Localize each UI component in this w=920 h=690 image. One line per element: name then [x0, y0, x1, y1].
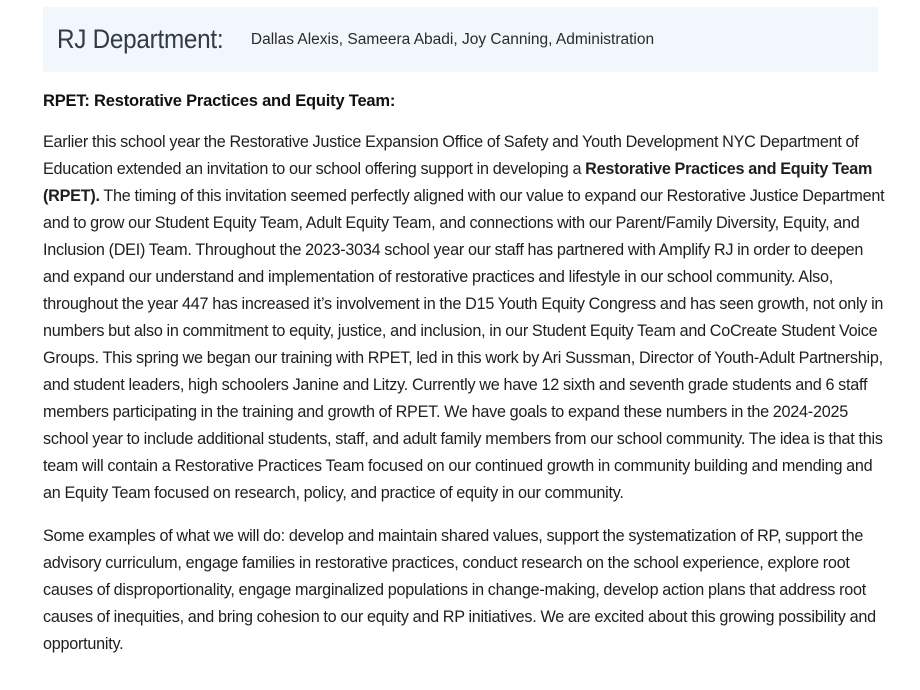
rpet-examples-paragraph: Some examples of what we will do: develop and maintain shared values, support the systematization of RP, support the advisory curriculum, engage families in restorative practices, conduct research on the school experience, explore root causes of disproportionality, engage marginalized populations in change-making, develop action plans that address root causes of inequities, and bring cohesion to our equity and RP initiatives. We are excited about this growing possibility and opportunity.	[43, 527, 876, 653]
department-header	[43, 7, 878, 72]
paragraph-text: Earlier this school year the Restorative Justice Expansion Office of Safety and Youth Development NYC Department of Education extended an invitation to our school offering support in developing a	[43, 133, 859, 178]
document-body	[43, 92, 903, 658]
paragraph-text-continued: The timing of this invitation seemed perfectly aligned with our value to expand our Restorative Justice Department and to grow our Student Equity Team, Adult Equity Team, and connections with our Parent/Family Diversity, Equity, and Inclusion (DEI) Team. Throughout the 2023-3034 school year our staff has partnered with Amplify RJ in order to deepen and expand our understand and implementation of restorative practices and lifestyle in our school community. Also, throughout the year 447 has increased it’s involvement in the D15 Youth Equity Congress and has seen growth, not only in numbers but also in commitment to equity, justice, and inclusion, in our Student Equity Team and CoCreate Student Voice Groups. This spring we began our training with RPET, led in this work by Ari Sussman, Director of Youth-Adult Partnership, and student leaders, high schoolers Janine and Litzy. Currently we have 12 sixth and seventh grade students and 6 staff members participating in the training and growth of RPET. We have goals to expand these numbers in the 2024-2025 school year to include additional students, staff, and adult family members from our school community. The idea is that this team will contain a Restorative Practices Team focused on our continued growth in community building and mending and an Equity Team focused on research, policy, and practice of equity in our community.	[43, 187, 885, 502]
department-title: RJ Department:	[57, 24, 224, 54]
section-heading: RPET: Restorative Practices and Equity Team:	[43, 92, 396, 110]
rpet-description-paragraph	[43, 129, 888, 507]
rpet-name-bold: Restorative Practices and Equity Team (RPET).	[43, 160, 873, 205]
department-members: Dallas Alexis, Sameera Abadi, Joy Canning, Administration	[250, 30, 655, 48]
